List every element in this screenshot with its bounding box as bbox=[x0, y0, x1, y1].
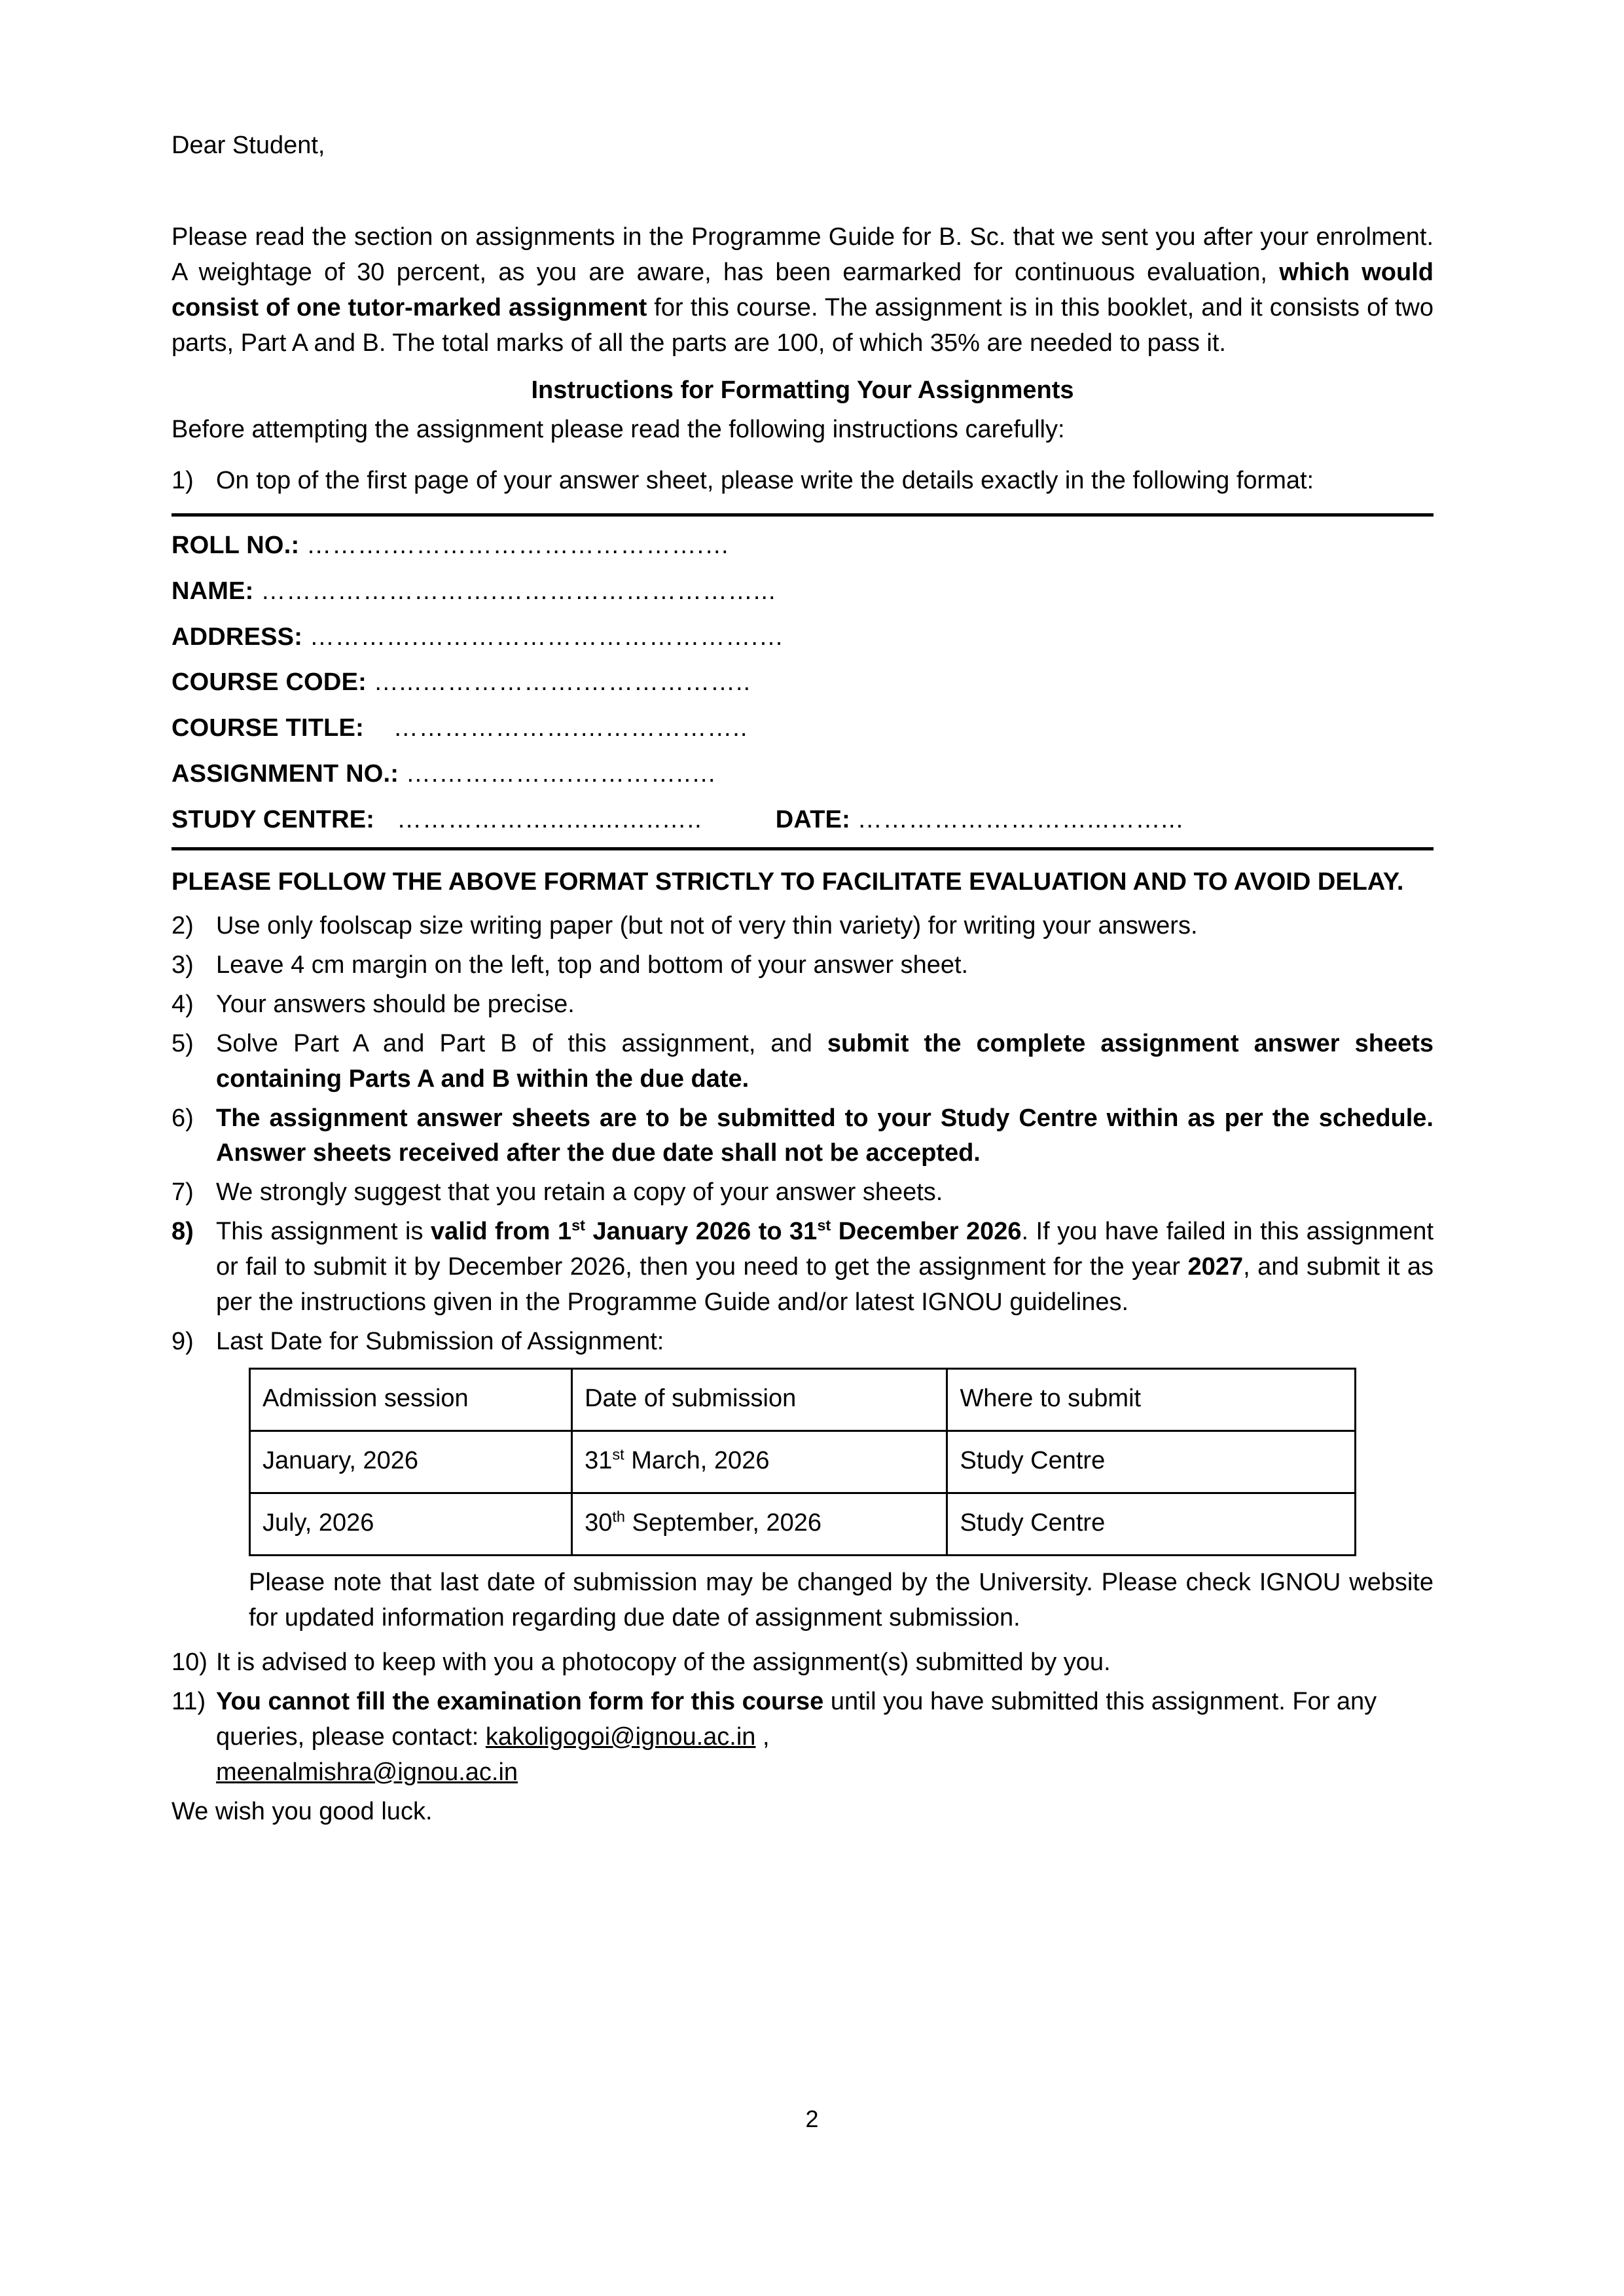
table-row bbox=[250, 1431, 1356, 1493]
intro-part2: for this course. The assignment is in this booklet, and it consists of two parts, Part A and B. The total marks of all the parts are 100, of which 35% are needed to pass it. bbox=[171, 293, 1434, 357]
course-code-label: COURSE CODE: bbox=[171, 668, 367, 697]
course-title-label: COURSE TITLE: bbox=[171, 714, 364, 742]
list-item-11 bbox=[171, 1685, 1434, 1791]
intro-part1: Please read the section on assignments in the Programme Guide for B. Sc. that we sent you after your enrolment. A weightage of 30 percent, as you are aware, has been earmarked for continuous evaluation, bbox=[171, 223, 1434, 286]
list-item-1 bbox=[171, 464, 1434, 499]
list-item-text: It is advised to keep with you a photocopy of the assignment(s) submitted by you. bbox=[216, 1649, 1111, 1677]
list-item-text: Your answers should be precise. bbox=[216, 990, 575, 1018]
list-item-3 bbox=[171, 948, 1434, 983]
item8-part3: , and submit it as per the instructions given in the Programme Guide and/or latest IGNOU guidelines. bbox=[216, 1253, 1434, 1317]
page-number: 2 bbox=[805, 2105, 819, 2132]
list-item-text bbox=[216, 1101, 1434, 1172]
submission-dates-table bbox=[249, 1368, 1356, 1556]
submission-table-note: Please note that last date of submission may be changed by the University. Please check IGNOU website for updated information regarding due date of assignment submission. bbox=[249, 1569, 1434, 1632]
list-item-5 bbox=[171, 1027, 1434, 1097]
date-day: 30 bbox=[585, 1509, 613, 1537]
list-item-2 bbox=[171, 909, 1434, 944]
item8-part1: This assignment is bbox=[216, 1218, 431, 1246]
header-admission-session: Admission session bbox=[250, 1369, 572, 1431]
list-item-text: We strongly suggest that you retain a copy of your answer sheets. bbox=[216, 1178, 943, 1207]
study-centre-dots: ………………..…....…..….. bbox=[397, 806, 702, 834]
course-title-dots: ………………….……………….. bbox=[393, 714, 748, 742]
item6-bold: The assignment answer sheets are to be submitted to your Study Centre within as per the schedule. Answer sheets received after the due date shall not be accepted. bbox=[216, 1104, 1434, 1167]
email-link-kakoligogoi[interactable]: kakoligogoi@ignou.ac.in bbox=[485, 1722, 756, 1751]
address-label: ADDRESS: bbox=[171, 623, 303, 651]
form-row-study-centre-date bbox=[171, 803, 1434, 838]
header-date-of-submission: Date of submission bbox=[572, 1369, 947, 1431]
list-item-text: On top of the first page of your answer sheet, please write the details exactly in the following format: bbox=[216, 466, 1314, 494]
ordinal-suffix: th bbox=[612, 1508, 625, 1525]
intro-bold-phrase: which would consist of one tutor-marked assignment bbox=[171, 258, 1434, 321]
item8-valid-text: valid from 1 bbox=[430, 1218, 572, 1246]
instructions-lead-in: Before attempting the assignment please read the following instructions carefully: bbox=[171, 415, 1065, 443]
list-item-text bbox=[216, 1027, 1434, 1097]
header-where-to-submit: Where to submit bbox=[947, 1369, 1356, 1431]
form-row-name bbox=[171, 574, 1434, 610]
course-code-dots: …...……………….……………….. bbox=[373, 668, 751, 697]
item8-january: January 2026 to 31 bbox=[585, 1218, 818, 1246]
ordinal-suffix: st bbox=[817, 1216, 831, 1234]
form-row-course-code bbox=[171, 665, 1434, 701]
name-dots: ……………………….…………………………... bbox=[261, 577, 776, 605]
cell-session: January, 2026 bbox=[250, 1431, 572, 1493]
item8-part2: . If you have failed in this assignment or fail to submit it by December 2026, then you need to get the assignment for the year bbox=[216, 1218, 1434, 1281]
item5-part1: Solve Part A and Part B of this assignment, and bbox=[216, 1029, 827, 1057]
list-item-text: Use only foolscap size writing paper (but not of very thin variety) for writing your answers. bbox=[216, 911, 1198, 939]
cell-where: Study Centre bbox=[947, 1493, 1356, 1556]
item11-part2: until you have submitted this assignment. For any queries, please contact: bbox=[216, 1688, 1377, 1751]
instructions-heading: Instructions for Formatting Your Assignments bbox=[531, 376, 1074, 404]
form-row-course-title bbox=[171, 711, 1434, 746]
list-item-4 bbox=[171, 987, 1434, 1023]
item8-december: December 2026 bbox=[831, 1218, 1022, 1246]
list-marker: 11) bbox=[171, 1688, 206, 1716]
date-month-year: September, 2026 bbox=[624, 1509, 821, 1537]
list-marker: 6) bbox=[171, 1104, 194, 1132]
list-item-10 bbox=[171, 1645, 1434, 1681]
closing-line: We wish you good luck. bbox=[171, 1797, 433, 1825]
format-warning: PLEASE FOLLOW THE ABOVE FORMAT STRICTLY TO FACILITATE EVALUATION AND TO AVOID DELAY. bbox=[171, 868, 1404, 896]
item11-bold: You cannot fill the examination form for this course bbox=[216, 1688, 824, 1716]
roll-no-label: ROLL NO.: bbox=[171, 531, 300, 559]
study-centre-label: STUDY CENTRE: bbox=[171, 806, 375, 834]
email-link-meenalmishra[interactable]: meenalmishra@ignou.ac.in bbox=[216, 1758, 518, 1786]
table-header-row bbox=[250, 1369, 1356, 1431]
list-marker: 2) bbox=[171, 911, 194, 939]
list-marker: 4) bbox=[171, 990, 194, 1018]
form-row-roll-no bbox=[171, 528, 1434, 564]
item8-year: 2027 bbox=[1187, 1253, 1244, 1281]
list-marker: 10) bbox=[171, 1649, 208, 1677]
list-item-9 bbox=[171, 1324, 1434, 1360]
list-marker: 3) bbox=[171, 951, 194, 979]
student-details-form bbox=[171, 513, 1434, 851]
assignment-no-label: ASSIGNMENT NO.: bbox=[171, 760, 399, 788]
list-item-6 bbox=[171, 1101, 1434, 1172]
list-item-7 bbox=[171, 1175, 1434, 1211]
list-marker: 8) bbox=[171, 1218, 194, 1246]
cell-date bbox=[572, 1493, 947, 1556]
list-item-8 bbox=[171, 1214, 1434, 1321]
item8-valid-from bbox=[431, 1218, 1022, 1245]
name-label: NAME: bbox=[171, 577, 254, 605]
list-item-text bbox=[216, 1214, 1434, 1321]
document-body bbox=[171, 128, 1434, 1830]
assignment-no-dots: ….…………….…………..… bbox=[405, 760, 717, 788]
form-row-address bbox=[171, 620, 1434, 655]
address-dots: ………….………………………………….… bbox=[309, 623, 784, 651]
list-item-text: Leave 4 cm margin on the left, top and bottom of your answer sheet. bbox=[216, 951, 969, 979]
list-marker: 1) bbox=[171, 466, 194, 494]
cell-where: Study Centre bbox=[947, 1431, 1356, 1493]
item11-comma: , bbox=[755, 1722, 770, 1751]
ordinal-suffix: st bbox=[612, 1446, 624, 1463]
form-row-assignment-no bbox=[171, 757, 1434, 792]
salutation: Dear Student, bbox=[171, 132, 325, 159]
intro-paragraph bbox=[171, 220, 1434, 361]
cell-session: July, 2026 bbox=[250, 1493, 572, 1556]
list-item-text: Last Date for Submission of Assignment: bbox=[216, 1328, 664, 1356]
date-month-year: March, 2026 bbox=[624, 1447, 770, 1475]
date-day: 31 bbox=[585, 1447, 613, 1475]
cell-date bbox=[572, 1431, 947, 1493]
item5-bold: submit the complete assignment answer sheets containing Parts A and B within the due date. bbox=[216, 1029, 1434, 1093]
date-label: DATE: bbox=[775, 806, 851, 834]
table-row bbox=[250, 1493, 1356, 1556]
list-marker: 5) bbox=[171, 1029, 194, 1057]
list-marker: 7) bbox=[171, 1178, 194, 1207]
date-dots: ………………………...……... bbox=[857, 806, 1184, 834]
list-marker: 9) bbox=[171, 1328, 194, 1356]
submission-table-wrapper bbox=[249, 1368, 1434, 1556]
ordinal-suffix: st bbox=[571, 1216, 586, 1234]
list-item-text bbox=[216, 1685, 1434, 1791]
roll-no-dots: ……….……………………………….… bbox=[306, 531, 731, 559]
